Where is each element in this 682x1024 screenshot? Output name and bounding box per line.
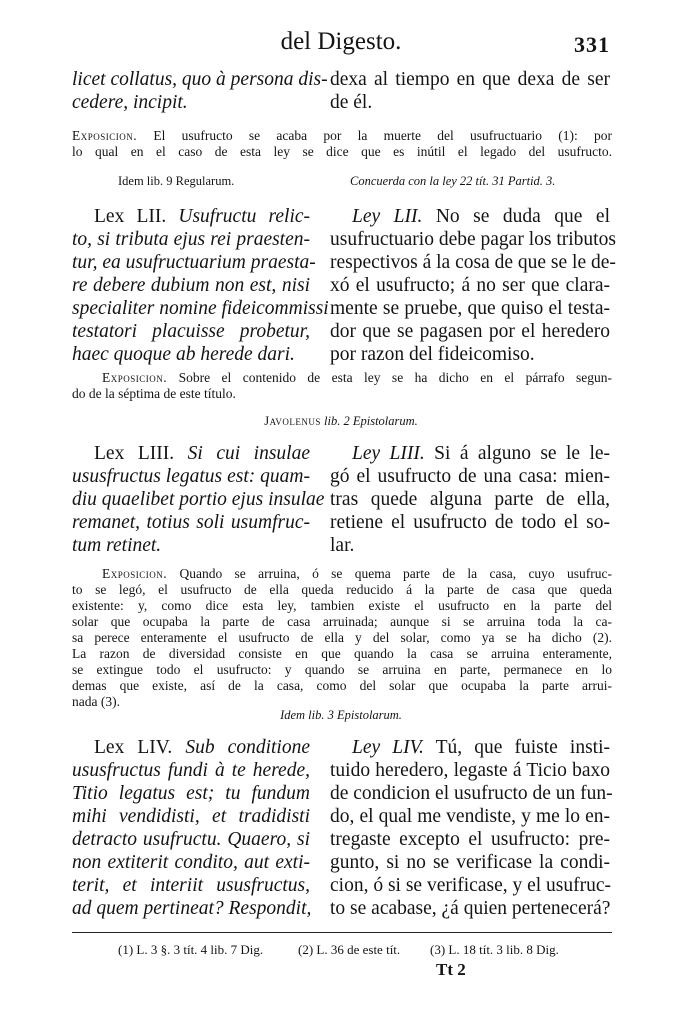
signature-mark: Tt 2 (436, 960, 466, 979)
lex-54-heading: Lex LIV. (94, 737, 173, 758)
latin-continuation: licet collatus, quo à persona dis- cedere, incipit. (72, 69, 328, 113)
footnote-3: (3) L. 18 tít. 3 lib. 8 Dig. (430, 942, 559, 957)
running-head: del Digesto. (280, 28, 402, 55)
exposicion-label: Exposicion. (102, 566, 168, 581)
footnote-rule (72, 932, 612, 933)
citation-concordance: Concuerda con la ley 22 tít. 31 Partid. 3. (350, 174, 556, 188)
ley-52-spanish: Ley LII. No se duda que el usufructuario debe pagar los tributos respectivos á la cosa de que se le de- xó el usufructo; á no ser que clara- mente se pruebe, que quiso el testa- dor que se pagasen por el heredero por razon del fideicomiso. (330, 206, 616, 365)
spanish-continuation: dexa al tiempo en que dexa de ser de él. (330, 69, 610, 113)
citation-idem: Idem lib. 3 Epistolarum. (280, 708, 402, 722)
lex-54-latin: Lex LIV. Sub conditione ususfructus fundi à te herede, Titio legatus est; tu fundum mihi vendidisti, et tradidisti detracto usufructu. Quaero, si non extiterit condito, aut exti- terit, et interiit ususfructus, ad quem pertineat? Respondit, (72, 737, 312, 919)
exposicion-label: Exposicion. (72, 128, 138, 143)
page-number: 331 (574, 32, 610, 57)
ley-54-heading: Ley LIV. (352, 737, 424, 758)
lex-53-latin: Lex LIII. Si cui insulae ususfructus legatus est: quam- diu quaelibet portio ejus insulae remanet, totius soli usumfruc- tum retinet. (72, 443, 325, 556)
citation-javolenus: Javolenus lib. 2 Epistolarum. (264, 414, 418, 428)
ley-54-spanish: Ley LIV. Tú, que fuiste insti- tuido heredero, legaste á Ticio baxo de condicion el usufructo de un fun- do, el qual me vendiste, y me lo en- tregaste excepto el usufructo: pre- gunto, si no se verificase la condi- cion, ó si se verificase, y el usufruc- to se acabase, ¿á quien pertenecerá? (330, 737, 613, 919)
exposicion-2: Exposicion. Sobre el contenido de esta ley se ha dicho en el párrafo segun- do de la séptima de este título. (72, 370, 613, 401)
exposicion-3: Exposicion. Quando se arruina, ó se quema parte de la casa, cuyo usufruc- to se legó, el usufructo de ella queda reducido á la parte de casa que queda existente: y, como dice esta ley, tambien existe el usufructo en la parte del solar que ocupaba la parte de casa arruinada; aunque si se arruina toda la ca- sa perece enteramente el usufructo de ella y del solar, como ya se ha dicho (2). La razon de diversidad consiste en que quando la casa se arruina enteramente, se extingue todo el usufructo: y quando se arruina en parte, permanece en lo demas que existe, así de la casa, como del solar que ocupaba la parte arrui- nada (3). (72, 566, 612, 709)
ley-53-spanish: Ley LIII. Si á alguno se le le- gó el usufructo de una casa: mien- tras quede alguna parte de ella, retiene el usufructo de todo el so- lar. (330, 443, 611, 556)
footnote-2: (2) L. 36 de este tít. (298, 942, 401, 957)
lex-53-heading: Lex LIII. (94, 443, 175, 464)
ley-53-heading: Ley LIII. (352, 443, 425, 464)
exposicion-1: Exposicion. El usufructo se acaba por la muerte del usufructuario (1): por lo qual en el caso de esta ley se dice que es inútil el legado del usufructo. (72, 128, 612, 159)
lex-52-latin: Lex LII. Usufructu relic- to, si tributa ejus rei praesten- tur, ea usufructuarium praesta- re debere dubium non est, nisi specialiter nomine fideicommissi testatori placuisse probetur, haec quoque ab herede dari. (72, 206, 329, 365)
lex-52-heading: Lex LII. (94, 206, 167, 227)
ley-52-heading: Ley LII. (352, 206, 423, 227)
citation-left: Idem lib. 9 Regularum. (118, 174, 235, 188)
footnote-1: (1) L. 3 §. 3 tít. 4 lib. 7 Dig. (118, 942, 264, 957)
exposicion-label: Exposicion. (102, 370, 168, 385)
